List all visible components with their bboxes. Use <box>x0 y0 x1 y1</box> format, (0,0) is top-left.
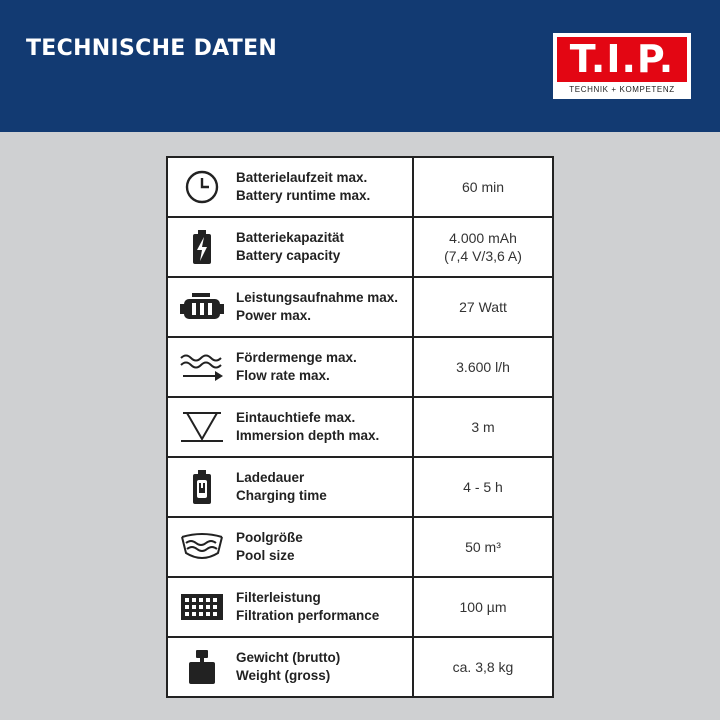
brand-logo <box>553 33 691 99</box>
weight-icon <box>178 647 226 687</box>
spec-row <box>167 277 553 337</box>
spec-row <box>167 397 553 457</box>
spec-label-en: Battery runtime max. <box>236 188 371 203</box>
spec-label-cell <box>167 397 413 457</box>
spec-label-de: Gewicht (brutto) <box>236 650 341 665</box>
spec-value: 50 m³ <box>465 539 501 555</box>
spec-label-en: Battery capacity <box>236 248 341 263</box>
spec-value-cell <box>413 457 553 517</box>
spec-label-de: Leistungsaufnahme max. <box>236 290 399 305</box>
header-banner <box>0 0 720 132</box>
spec-row <box>167 337 553 397</box>
spec-label-cell <box>167 337 413 397</box>
spec-value-cell <box>413 517 553 577</box>
spec-label-cell <box>167 577 413 637</box>
spec-label-en: Filtration performance <box>236 608 380 623</box>
logo-tagline: TECHNIK + KOMPETENZ <box>569 85 675 94</box>
spec-value: 4 - 5 h <box>463 479 503 495</box>
spec-label-en: Power max. <box>236 308 312 323</box>
spec-label-de: Ladedauer <box>236 470 305 485</box>
spec-label-de: Fördermenge max. <box>236 350 357 365</box>
spec-label-cell <box>167 457 413 517</box>
spec-label-cell <box>167 517 413 577</box>
depth-triangle-icon <box>178 407 226 447</box>
spec-value-cell <box>413 217 553 277</box>
spec-row <box>167 217 553 277</box>
spec-label-en: Charging time <box>236 488 327 503</box>
spec-value-cell <box>413 637 553 697</box>
spec-row <box>167 517 553 577</box>
spec-value-cell <box>413 277 553 337</box>
spec-value: 60 min <box>461 179 505 195</box>
pool-icon <box>178 527 226 567</box>
spec-row <box>167 457 553 517</box>
spec-label-en: Pool size <box>236 548 295 563</box>
filter-grid-icon <box>178 587 226 627</box>
motor-icon <box>178 287 226 327</box>
spec-label-de: Eintauchtiefe max. <box>236 410 356 425</box>
spec-value-cell <box>413 577 553 637</box>
spec-label-cell <box>167 277 413 337</box>
flow-waves-icon <box>178 347 226 387</box>
spec-value: 3.600 l/h <box>456 359 510 375</box>
spec-label-de: Batterielaufzeit max. <box>236 170 368 185</box>
spec-value: 27 Watt <box>459 299 507 315</box>
clock-icon <box>178 167 226 207</box>
spec-value-cell <box>413 337 553 397</box>
spec-value-cell <box>413 397 553 457</box>
charging-battery-icon <box>178 467 226 507</box>
spec-row <box>167 637 553 697</box>
battery-bolt-icon <box>178 227 226 267</box>
spec-label-en: Weight (gross) <box>236 668 331 683</box>
spec-value: 4.000 mAh <box>449 230 517 246</box>
spec-value-cell <box>413 157 553 217</box>
spec-label-cell <box>167 217 413 277</box>
spec-row <box>167 577 553 637</box>
spec-value-detail: (7,4 V/3,6 A) <box>444 248 522 264</box>
spec-label-de: Filterleistung <box>236 590 321 605</box>
spec-label-de: Batteriekapazität <box>236 230 345 245</box>
spec-value: ca. 3,8 kg <box>452 659 514 675</box>
spec-value: 3 m <box>471 419 495 435</box>
spec-value: 100 µm <box>459 599 507 615</box>
page-title: TECHNISCHE DATEN <box>26 36 278 61</box>
logo-mark: T.I.P. <box>557 37 687 82</box>
spec-row <box>167 157 553 217</box>
spec-label-cell <box>167 637 413 697</box>
spec-label-cell <box>167 157 413 217</box>
spec-label-en: Immersion depth max. <box>236 428 380 443</box>
spec-table <box>166 156 554 698</box>
spec-label-en: Flow rate max. <box>236 368 330 383</box>
spec-label-de: Poolgröße <box>236 530 303 545</box>
